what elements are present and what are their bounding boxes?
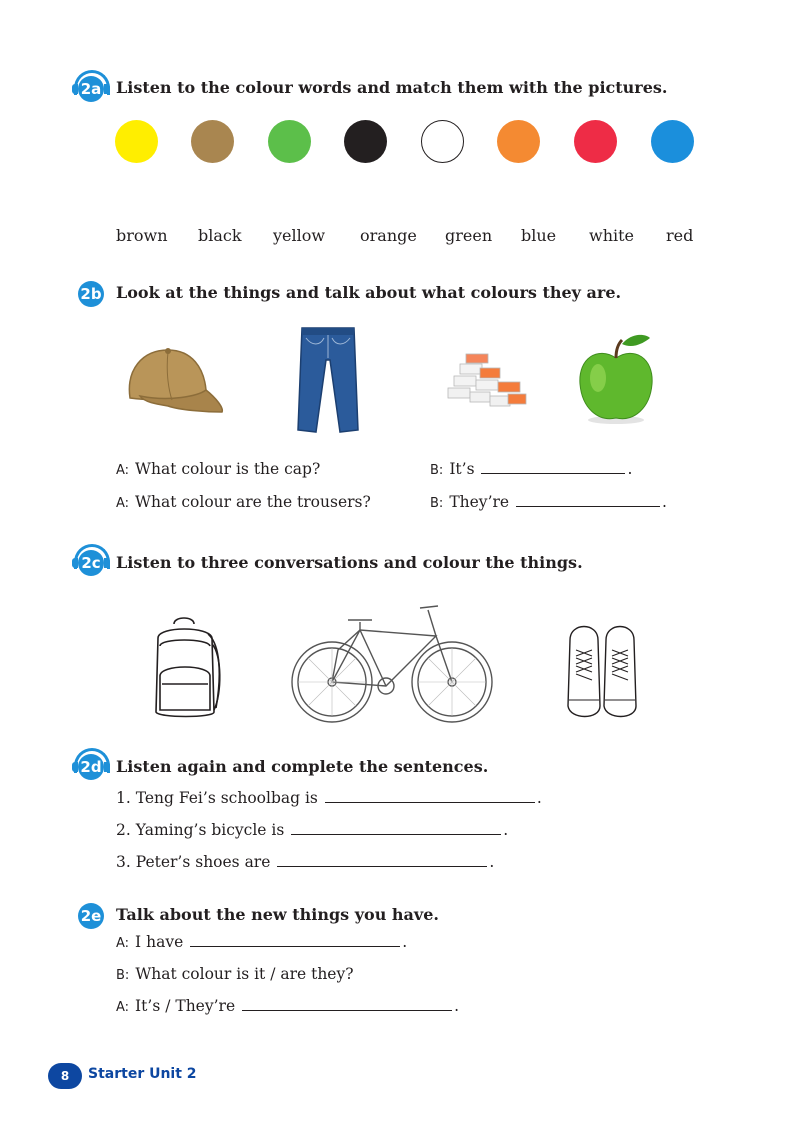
punctuation: .: [402, 933, 408, 951]
colour-word: yellow: [273, 226, 326, 245]
bicycle-outline: [288, 600, 498, 726]
answer-blank[interactable]: [481, 461, 625, 474]
colour-word: orange: [360, 226, 417, 245]
punctuation: .: [536, 789, 542, 807]
colour-dot-white: [421, 120, 464, 163]
badge-2c-listening: 2c: [78, 550, 104, 576]
page-number: 8: [48, 1063, 82, 1089]
dialogue-line: [430, 460, 632, 478]
dialogue-line: [116, 933, 407, 951]
section-2d-title: Listen again and complete the sentences.: [116, 757, 489, 776]
answer-blank[interactable]: [277, 854, 487, 867]
sentence-text: 2. Yaming’s bicycle is: [116, 821, 285, 839]
apple-picture: [576, 330, 656, 426]
colour-dot-yellow: [115, 120, 158, 163]
colour-dot-green: [268, 120, 311, 163]
answer-blank[interactable]: [291, 822, 501, 835]
section-2a-title: Listen to the colour words and match them with the pictures.: [116, 78, 668, 97]
colour-word: green: [445, 226, 493, 245]
colour-dot-blue: [651, 120, 694, 163]
answer-blank[interactable]: [242, 998, 452, 1011]
sentence-text: 1. Teng Fei’s schoolbag is: [116, 789, 318, 807]
dialogue-line: [430, 493, 667, 511]
dialogue-text: They’re: [449, 493, 510, 511]
speaker-label: A:: [116, 1000, 130, 1015]
speaker-label: B:: [116, 968, 130, 983]
dialogue-text: What colour is it / are they?: [135, 965, 354, 983]
badge-2d-listening: 2d: [78, 754, 104, 780]
colour-word: brown: [116, 226, 168, 245]
dialogue-line: [116, 460, 320, 478]
speaker-label: A:: [116, 463, 130, 478]
sentence-line: [116, 853, 494, 871]
speaker-label: A:: [116, 496, 130, 511]
sentence-line: [116, 821, 508, 839]
colour-word: white: [589, 226, 635, 245]
dialogue-line: [116, 997, 459, 1015]
dialogue-line: [116, 493, 371, 511]
sentence-text: 3. Peter’s shoes are: [116, 853, 271, 871]
punctuation: .: [503, 821, 509, 839]
answer-blank[interactable]: [325, 790, 535, 803]
unit-label: Starter Unit 2: [88, 1066, 197, 1082]
cap-picture: [120, 340, 228, 420]
section-2e-title: Talk about the new things you have.: [116, 905, 439, 924]
colour-dot-orange: [497, 120, 540, 163]
speaker-label: A:: [116, 936, 130, 951]
sentence-line: [116, 789, 542, 807]
colour-dot-red: [574, 120, 617, 163]
punctuation: .: [454, 997, 459, 1015]
answer-blank[interactable]: [190, 934, 400, 947]
dialogue-text: It’s / They’re: [135, 997, 236, 1015]
punctuation: .: [489, 853, 495, 871]
speaker-label: B:: [430, 496, 444, 511]
dialogue-line: [116, 965, 354, 983]
dialogue-text: What colour is the cap?: [135, 460, 321, 478]
colour-dot-brown: [191, 120, 234, 163]
trousers-picture: [294, 326, 362, 434]
section-2c-title: Listen to three conversations and colour the things.: [116, 553, 583, 572]
badge-2b: 2b: [78, 281, 104, 307]
dialogue-text: I have: [135, 933, 184, 951]
badge-2a-listening: 2a: [78, 76, 104, 102]
speaker-label: B:: [430, 463, 444, 478]
colour-word: blue: [521, 226, 557, 245]
colour-dot-black: [344, 120, 387, 163]
punctuation: .: [662, 493, 667, 511]
answer-blank[interactable]: [516, 494, 660, 507]
section-2b-title: Look at the things and talk about what colours they are.: [116, 283, 622, 302]
colour-word: black: [198, 226, 242, 245]
badge-2e: 2e: [78, 903, 104, 929]
dialogue-text: It’s: [449, 460, 475, 478]
eraser-picture: [444, 352, 528, 412]
colour-word: red: [666, 226, 694, 245]
dialogue-text: What colour are the trousers?: [135, 493, 371, 511]
punctuation: .: [627, 460, 633, 478]
shoes-outline: [564, 620, 640, 722]
schoolbag-outline: [148, 614, 226, 722]
